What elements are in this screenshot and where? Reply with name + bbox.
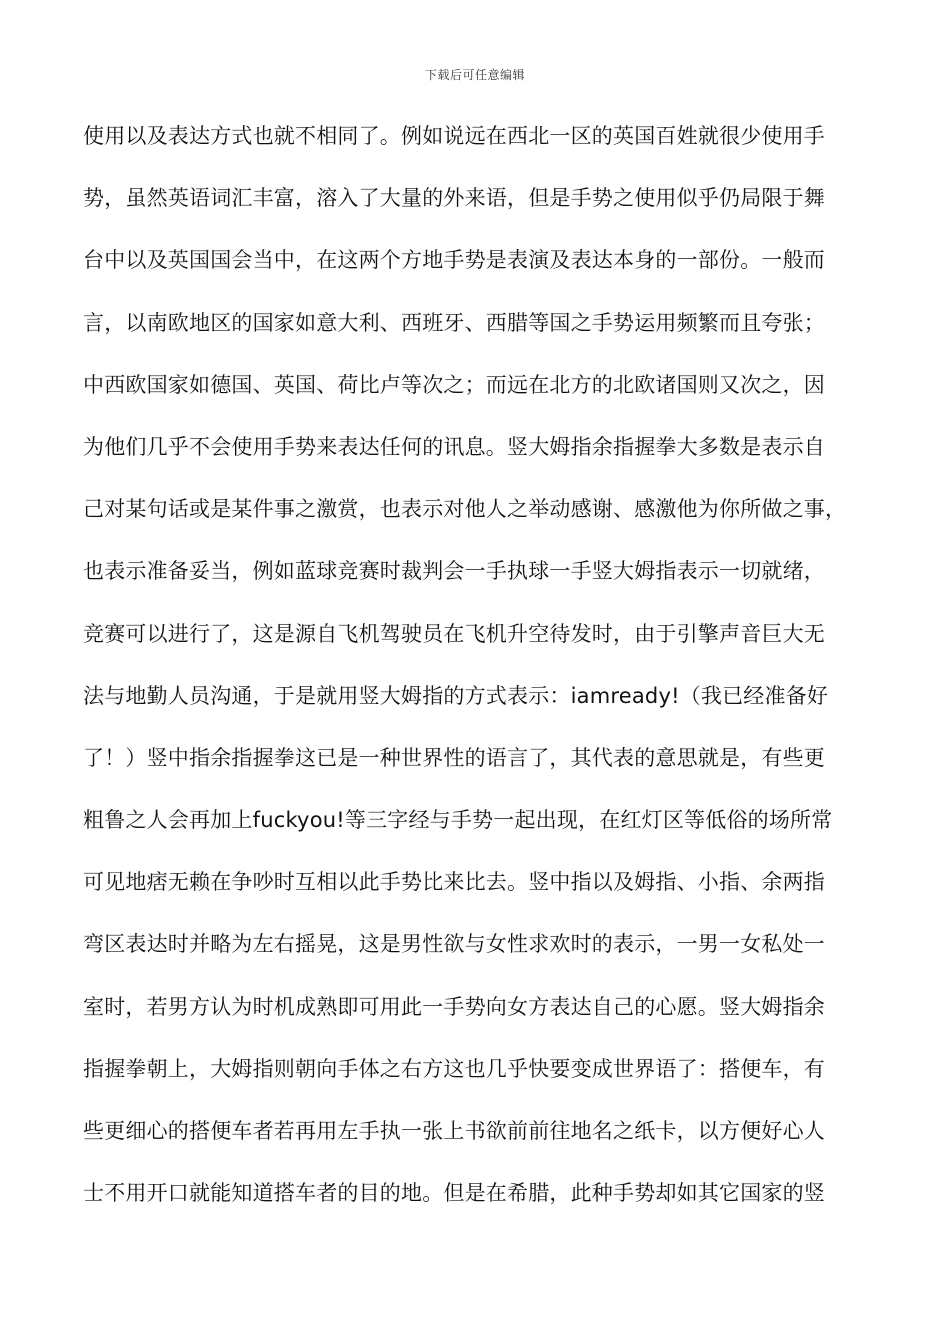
text-line: 为他们几乎不会使用手势来表达任何的讯息。竖大姆指余指握拳大多数是表示自 [83,434,825,459]
page-header: 下载后可任意编辑 [424,68,525,82]
body-text [83,114,873,1233]
text-line: 己对某句话或是某件事之激赏，也表示对他人之举动感谢、感激他为你所做之事， [83,497,847,522]
text-line: 士不用开口就能知道搭车者的目的地。但是在希腊，此种手势却如其它国家的竖 [83,1181,825,1206]
text-line: 指握拳朝上，大姆指则朝向手体之右方这也几乎快要变成世界语了：搭便车，有 [83,1056,825,1081]
text-line: 竞赛可以进行了，这是源自飞机驾驶员在飞机升空待发时，由于引擎声音巨大无 [83,621,825,646]
text-line: 弯区表达时并略为左右摇晃，这是男性欲与女性求欢时的表示，一男一女私处一 [83,932,825,957]
text-line: 可见地痞无赖在争吵时互相以此手势比来比去。竖中指以及姆指、小指、余两指 [83,870,825,895]
text-line: 台中以及英国国会当中，在这两个方地手势是表演及表达本身的一部份。一般而 [83,248,825,273]
text-line: 中西欧国家如德国、英国、荷比卢等次之；而远在北方的北欧诸国则又次之，因 [83,372,825,397]
text-line: 室时，若男方认为时机成熟即可用此一手势向女方表达自己的心愿。竖大姆指余 [83,994,825,1019]
text-line: 法与地勤人员沟通，于是就用竖大姆指的方式表示：iamready!（我已经准备好 [83,683,829,708]
text-line: 言，以南欧地区的国家如意大利、西班牙、西腊等国之手势运用频繁而且夸张； [83,310,825,335]
text-line: 势，虽然英语词汇丰富，溶入了大量的外来语，但是手势之使用似乎仍局限于舞 [83,186,825,211]
text-line: 使用以及表达方式也就不相同了。例如说远在西北一区的英国百姓就很少使用手 [83,124,825,148]
text-line: 了！）竖中指余指握拳这已是一种世界性的语言了，其代表的意思就是，有些更 [83,745,825,770]
text-line: 粗鲁之人会再加上fuckyou!等三字经与手势一起出现，在红灯区等低俗的场所常 [83,808,833,833]
text-line: 也表示准备妥当，例如蓝球竞赛时裁判会一手执球一手竖大姆指表示一切就绪， [83,559,825,584]
text-line: 些更细心的搭便车者若再用左手执一张上书欲前前往地名之纸卡，以方便好心人 [83,1119,825,1143]
